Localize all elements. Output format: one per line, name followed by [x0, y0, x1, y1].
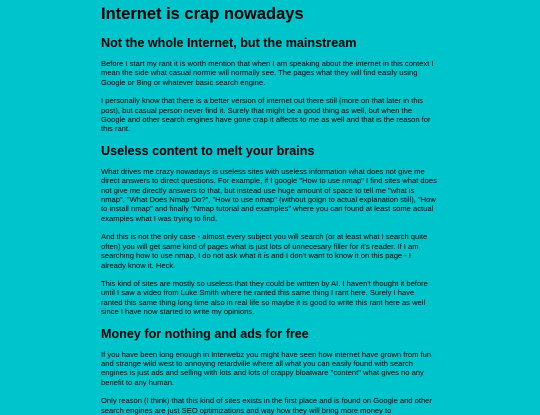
paragraph: Only reason (I think) that this kind of sites exists in the first place and is found on Google and other search engines are just SEO optimizations and way how they will bring more money to: [101, 396, 432, 415]
paragraph: What drives me crazy nowadays is useless sites with useless information what does not give me direct answers to direct questions. For example, if I google "How to use nmap" I find sites what does not give me directly answers to that, but instead use huge amount of space to tell me "what is nmap", "What Does Nmap Do?", "How to use nmap" (without goign to actual explanation still), "How to install nmap" and finally "Nmap tutorial and examples" where you can found at least some actual examples what I was trying to find.: [101, 166, 437, 223]
paragraph: I personally know that there is a better version of internet out there still (more on that later in this post), but casual person never find it. Surely that might be a good thing as well, but when the Google and other search engines have gone crap it affects to me as well and that is the reason for this rant.: [101, 96, 431, 134]
paragraph: If you have been long enough in Interwebz you might have seen how internet have grown from fun and strange wild west to annoying retardville where all what you can easily found with search engines is just ads and selling with lots and lots of crappy bloatware "content" what gives no any benefit to any human.: [101, 349, 432, 387]
section-heading: Not the whole Internet, but the mainstream: [101, 36, 357, 50]
paragraph: Before I start my rant it is worth mention that when I am speaking about the internet in this context I mean the side what casual normie will normally see. The pages what they will find easily using Google or Bing or whatever basic search engine.: [101, 59, 434, 87]
section-money-ads: [101, 326, 437, 415]
article: [101, 0, 437, 415]
section-useless-content: [101, 143, 437, 317]
page-title: Internet is crap nowadays: [101, 5, 304, 23]
section-heading: Useless content to melt your brains: [101, 143, 315, 158]
paragraph: This kind of sites are mostly so useless that they could be written by AI. I haven't thought it before until I saw a video from Luke Smith where he ranted this same thing I rant here. Surely I have ranted this same thing long time also in real life so maybe it is good to write this rant here as well since I have now started to write my opinions.: [101, 278, 428, 317]
paragraph: And this is not the only case - almost every subject you will search (or at least what I search quite often) you will get same kind of pages what is just lots of unnecesary filler for it's reader. If I am searching how to use nmap, I do not ask what it is and I don't want to know it on this page - I already know it. Heck.: [101, 232, 428, 270]
section-heading: Money for nothing and ads for free: [101, 326, 309, 341]
section-mainstream: [101, 35, 437, 134]
